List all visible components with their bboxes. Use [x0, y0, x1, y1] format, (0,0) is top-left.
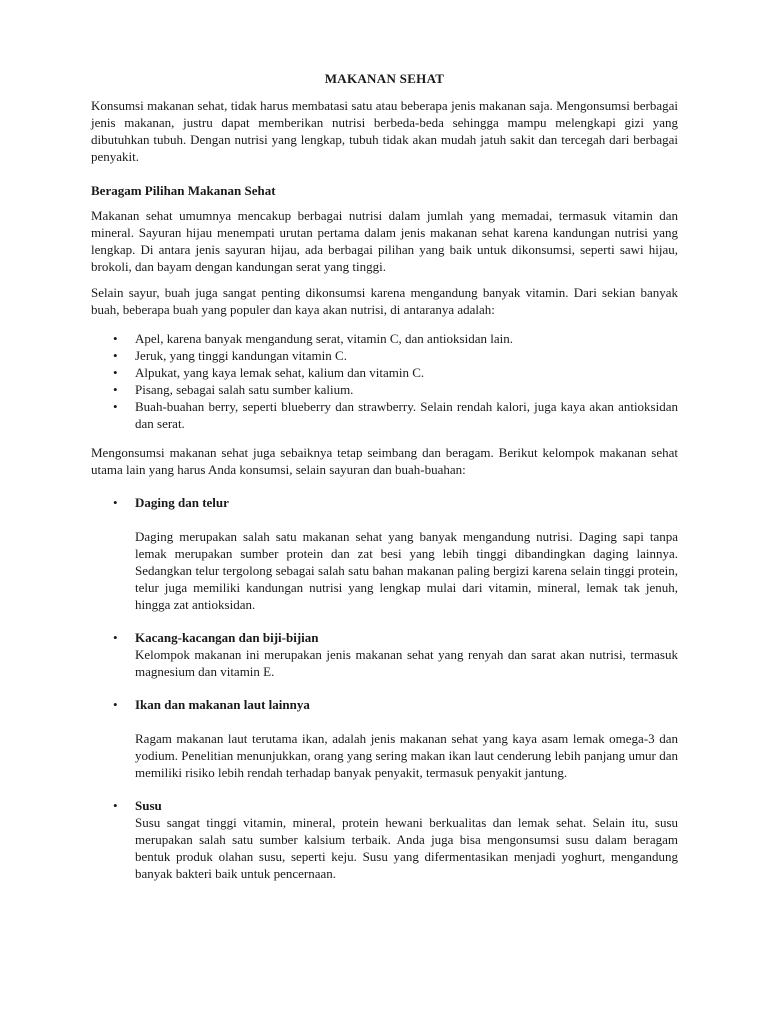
bullet-icon: • [113, 399, 118, 414]
food-group-body: Daging merupakan salah satu makanan sehat yang banyak mengandung nutrisi. Daging sapi tanpa lemak merupakan sumber protein dan zat besi yang lebih tinggi dibandingkan daging lainnya. Sedangkan telur tergolong sebagai salah satu bahan makanan paling bergizi karena selain tinggi protein, telur juga memiliki kandungan nutrisi yang lengkap mulai dari vitamin, mineral, lemak tak jenuh, hingga zat antioksidan. [135, 529, 678, 612]
bullet-icon: • [113, 348, 118, 363]
food-group-body: Susu sangat tinggi vitamin, mineral, protein hewani berkualitas dan lemak sehat. Selain itu, susu merupakan salah satu sumber kalsium terbaik. Anda juga bisa mengonsumsi susu dalam beragam bentuk produk olahan susu, seperti keju. Susu yang difermentasikan menjadi yoghurt, mengandung banyak bakteri baik untuk pencernaan. [135, 815, 678, 881]
paragraph-vegetables: Makanan sehat umumnya mencakup berbagai nutrisi dalam jumlah yang memadai, termasuk vitamin dan mineral. Sayuran hijau menempati urutan pertama dalam jenis makanan sehat karena kandungan nutrisi yang lengkap. Di antara jenis sayuran hijau, ada berbagai pilihan yang baik untuk dikonsumsi, seperti sawi hijau, brokoli, dan bayam dengan kandungan serat yang tinggi. [91, 208, 678, 274]
food-group-title: Susu [135, 798, 162, 813]
food-group-nuts-seeds [91, 629, 678, 680]
list-item-text: Jeruk, yang tinggi kandungan vitamin C. [135, 348, 347, 363]
document-title: MAKANAN SEHAT [324, 71, 445, 86]
bullet-icon: • [113, 495, 118, 510]
bullet-icon: • [113, 697, 118, 712]
list-item [91, 398, 678, 432]
list-item-text: Alpukat, yang kaya lemak sehat, kalium dan vitamin C. [135, 365, 425, 380]
food-group-title: Ikan dan makanan laut lainnya [135, 697, 310, 712]
food-group-milk [91, 797, 678, 882]
food-group-title: Kacang-kacangan dan biji-bijian [135, 630, 319, 645]
list-item [91, 381, 678, 398]
bullet-icon: • [113, 798, 118, 813]
paragraph-food-groups-intro: Mengonsumsi makanan sehat juga sebaiknya tetap seimbang dan beragam. Berikut kelompok makanan sehat utama lain yang harus Anda konsumsi, selain sayuran dan buah-buahan: [91, 445, 678, 477]
food-group-body: Kelompok makanan ini merupakan jenis makanan sehat yang renyah dan sarat akan nutrisi, termasuk magnesium dan vitamin E. [135, 647, 678, 679]
list-item-text: Pisang, sebagai salah satu sumber kalium. [135, 382, 354, 397]
bullet-icon: • [113, 630, 118, 645]
food-group-meat-egg [91, 494, 678, 613]
list-item-text: Buah-buahan berry, seperti blueberry dan strawberry. Selain rendah kalori, juga kaya akan antioksidan dan serat. [135, 399, 678, 431]
document-content [91, 70, 678, 882]
food-group-fish-seafood [91, 696, 678, 781]
food-group-title: Daging dan telur [135, 495, 229, 510]
paragraph-fruits-intro: Selain sayur, buah juga sangat penting dikonsumsi karena mengandung banyak vitamin. Dari sekian banyak buah, beberapa buah yang populer dan kaya akan nutrisi, di antaranya adalah: [91, 285, 678, 317]
bullet-icon: • [113, 331, 118, 346]
list-item [91, 330, 678, 347]
food-group-body: Ragam makanan laut terutama ikan, adalah jenis makanan sehat yang kaya asam lemak omega-3 dan yodium. Penelitian menunjukkan, orang yang sering makan ikan laut cenderung lebih panjang umur dan memiliki risiko lebih rendah terhadap banyak penyakit, termasuk penyakit jantung. [135, 731, 678, 780]
list-item [91, 364, 678, 381]
list-item [91, 347, 678, 364]
bullet-icon: • [113, 382, 118, 397]
bullet-icon: • [113, 365, 118, 380]
section-heading: Beragam Pilihan Makanan Sehat [91, 183, 276, 198]
list-item-text: Apel, karena banyak mengandung serat, vitamin C, dan antioksidan lain. [135, 331, 513, 346]
intro-paragraph: Konsumsi makanan sehat, tidak harus membatasi satu atau beberapa jenis makanan saja. Mengonsumsi berbagai jenis makanan, justru dapat memberikan nutrisi berbeda-beda sehingga mampu melengkapi gizi yang dibutuhkan tubuh. Dengan nutrisi yang lengkap, tubuh tidak akan mudah jatuh sakit dan tercegah dari berbagai penyakit. [91, 98, 678, 164]
fruit-list [91, 330, 678, 432]
